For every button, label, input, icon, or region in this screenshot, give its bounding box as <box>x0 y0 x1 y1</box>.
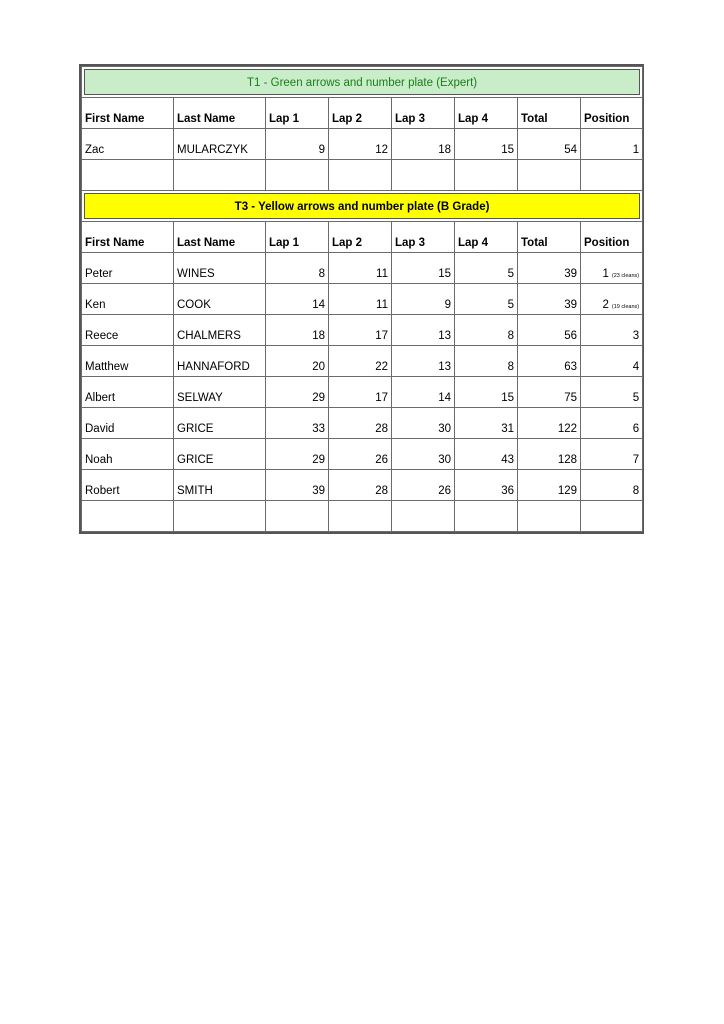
cell-last-name: CHALMERS <box>174 315 266 346</box>
cell-last-name: COOK <box>174 284 266 315</box>
cell-value: 129 <box>557 485 577 497</box>
cell-total <box>518 470 581 501</box>
header-total: Total <box>518 98 581 129</box>
header-last-name: Last Name <box>174 222 266 253</box>
cell-lap-3 <box>392 315 455 346</box>
empty-cell <box>518 501 581 532</box>
cell-total <box>518 284 581 315</box>
cell-value: 2 <box>602 299 609 311</box>
cell-lap-3 <box>392 284 455 315</box>
empty-cell <box>581 501 643 532</box>
cell-lap-2 <box>329 284 392 315</box>
cell-value: 31 <box>501 423 514 435</box>
cell-lap-4 <box>455 346 518 377</box>
cell-value: 6 <box>632 423 640 435</box>
cell-value: 5 <box>507 268 514 280</box>
header-first-name: First Name <box>82 222 174 253</box>
cell-last-name: SMITH <box>174 470 266 501</box>
cell-last-name: GRICE <box>174 408 266 439</box>
cell-lap-1 <box>266 284 329 315</box>
cell-first-name: Matthew <box>82 346 174 377</box>
cell-first-name: Noah <box>82 439 174 470</box>
table-row <box>82 470 643 501</box>
header-position: Position <box>581 98 643 129</box>
header-lap-4: Lap 4 <box>455 222 518 253</box>
cell-lap-1 <box>266 377 329 408</box>
cell-value: 12 <box>375 144 388 156</box>
cell-lap-4 <box>455 408 518 439</box>
cell-value: 29 <box>312 454 325 466</box>
cell-value: 18 <box>312 330 325 342</box>
header-position: Position <box>581 222 643 253</box>
cell-lap-3 <box>392 129 455 160</box>
cell-lap-1 <box>266 470 329 501</box>
table-row <box>82 253 643 284</box>
cell-lap-2 <box>329 377 392 408</box>
cell-lap-4 <box>455 253 518 284</box>
cell-lap-1 <box>266 408 329 439</box>
cell-position <box>581 346 643 377</box>
cell-last-name: HANNAFORD <box>174 346 266 377</box>
cell-value: 8 <box>632 485 640 497</box>
cell-last-name: GRICE <box>174 439 266 470</box>
header-lap-4: Lap 4 <box>455 98 518 129</box>
cell-value: 54 <box>564 144 577 156</box>
cell-value: 1 <box>602 268 609 280</box>
cell-lap-4 <box>455 315 518 346</box>
table-row <box>82 129 643 160</box>
cell-value: 56 <box>564 330 577 342</box>
cell-value: 8 <box>318 268 325 280</box>
empty-cell <box>82 501 174 532</box>
cell-value: 33 <box>312 423 325 435</box>
empty-row <box>82 501 643 532</box>
table-row <box>82 408 643 439</box>
empty-cell <box>266 160 329 191</box>
cell-value: 36 <box>501 485 514 497</box>
cell-value: 15 <box>438 268 451 280</box>
cell-value: 8 <box>507 361 514 373</box>
cell-value: 63 <box>564 361 577 373</box>
cell-lap-2 <box>329 470 392 501</box>
cell-value: 29 <box>312 392 325 404</box>
cell-value: 14 <box>312 299 325 311</box>
cell-last-name: MULARCZYK <box>174 129 266 160</box>
cell-lap-3 <box>392 253 455 284</box>
cell-lap-1 <box>266 253 329 284</box>
cell-value: 14 <box>438 392 451 404</box>
header-lap-3: Lap 3 <box>392 98 455 129</box>
header-lap-3: Lap 3 <box>392 222 455 253</box>
cell-position <box>581 470 643 501</box>
empty-cell <box>329 501 392 532</box>
cell-lap-3 <box>392 346 455 377</box>
section1-title: T1 - Green arrows and number plate (Expert) <box>84 69 640 95</box>
cell-lap-4 <box>455 129 518 160</box>
cell-value: 7 <box>632 454 640 466</box>
empty-row <box>82 160 643 191</box>
cell-total <box>518 253 581 284</box>
cell-value: 5 <box>632 392 640 404</box>
cell-lap-1 <box>266 439 329 470</box>
cell-first-name: Zac <box>82 129 174 160</box>
cell-first-name: Albert <box>82 377 174 408</box>
table-row <box>82 346 643 377</box>
cell-value: 30 <box>438 423 451 435</box>
empty-cell <box>174 501 266 532</box>
cell-last-name: WINES <box>174 253 266 284</box>
cell-value: 13 <box>438 330 451 342</box>
cell-first-name: Peter <box>82 253 174 284</box>
cell-value: 39 <box>564 268 577 280</box>
cell-total <box>518 129 581 160</box>
cell-lap-4 <box>455 439 518 470</box>
cell-value: 43 <box>501 454 514 466</box>
cell-value: 26 <box>438 485 451 497</box>
empty-cell <box>392 501 455 532</box>
cell-position <box>581 439 643 470</box>
cell-total <box>518 346 581 377</box>
section2-banner-row <box>82 191 643 222</box>
cell-total <box>518 377 581 408</box>
cell-first-name: Robert <box>82 470 174 501</box>
cell-lap-4 <box>455 377 518 408</box>
cell-lap-4 <box>455 470 518 501</box>
cell-value: 11 <box>376 299 388 311</box>
cell-total <box>518 408 581 439</box>
cell-value: 18 <box>438 144 451 156</box>
section1-banner-row <box>82 67 643 98</box>
position-note: (19 cleans) <box>611 304 640 310</box>
table-row <box>82 284 643 315</box>
cell-lap-4 <box>455 284 518 315</box>
cell-position <box>581 284 643 315</box>
section2-header-row <box>82 222 643 253</box>
cell-value: 17 <box>375 392 388 404</box>
section1-header-row <box>82 98 643 129</box>
cell-position <box>581 315 643 346</box>
cell-first-name: Ken <box>82 284 174 315</box>
cell-value: 26 <box>375 454 388 466</box>
cell-lap-1 <box>266 346 329 377</box>
table-row <box>82 377 643 408</box>
cell-lap-3 <box>392 408 455 439</box>
cell-lap-2 <box>329 439 392 470</box>
cell-value: 1 <box>632 144 640 156</box>
cell-value: 9 <box>444 299 451 311</box>
empty-cell <box>392 160 455 191</box>
empty-cell <box>329 160 392 191</box>
cell-lap-2 <box>329 346 392 377</box>
cell-last-name: SELWAY <box>174 377 266 408</box>
cell-value: 5 <box>507 299 514 311</box>
cell-value: 122 <box>557 423 577 435</box>
cell-value: 20 <box>312 361 325 373</box>
cell-position <box>581 408 643 439</box>
empty-cell <box>82 160 174 191</box>
table-row <box>82 315 643 346</box>
cell-position <box>581 253 643 284</box>
cell-position <box>581 129 643 160</box>
cell-value: 39 <box>312 485 325 497</box>
header-first-name: First Name <box>82 98 174 129</box>
header-last-name: Last Name <box>174 98 266 129</box>
results-table-body <box>82 67 643 532</box>
cell-value: 11 <box>376 268 388 280</box>
cell-value: 9 <box>318 144 325 156</box>
empty-cell <box>518 160 581 191</box>
empty-cell <box>581 160 643 191</box>
cell-position <box>581 377 643 408</box>
cell-value: 17 <box>375 330 388 342</box>
cell-lap-3 <box>392 377 455 408</box>
results-sheet <box>79 64 644 534</box>
cell-value: 8 <box>507 330 514 342</box>
cell-value: 22 <box>375 361 388 373</box>
cell-lap-2 <box>329 315 392 346</box>
header-lap-2: Lap 2 <box>329 222 392 253</box>
cell-lap-2 <box>329 129 392 160</box>
section2-title: T3 - Yellow arrows and number plate (B Grade) <box>84 193 640 219</box>
cell-total <box>518 315 581 346</box>
cell-value: 13 <box>438 361 451 373</box>
cell-lap-1 <box>266 129 329 160</box>
cell-total <box>518 439 581 470</box>
header-lap-1: Lap 1 <box>266 98 329 129</box>
cell-lap-2 <box>329 408 392 439</box>
position-note: (23 cleans) <box>611 273 640 279</box>
empty-cell <box>266 501 329 532</box>
cell-value: 15 <box>501 144 514 156</box>
cell-value: 30 <box>438 454 451 466</box>
header-total: Total <box>518 222 581 253</box>
cell-value: 128 <box>557 454 577 466</box>
cell-value: 4 <box>632 361 640 373</box>
empty-cell <box>455 501 518 532</box>
cell-lap-2 <box>329 253 392 284</box>
header-lap-1: Lap 1 <box>266 222 329 253</box>
cell-value: 39 <box>564 299 577 311</box>
cell-value: 3 <box>632 330 640 342</box>
cell-lap-1 <box>266 315 329 346</box>
table-row <box>82 439 643 470</box>
cell-lap-3 <box>392 470 455 501</box>
cell-value: 28 <box>375 423 388 435</box>
empty-cell <box>174 160 266 191</box>
cell-value: 15 <box>501 392 514 404</box>
cell-first-name: David <box>82 408 174 439</box>
cell-value: 75 <box>564 392 577 404</box>
cell-first-name: Reece <box>82 315 174 346</box>
header-lap-2: Lap 2 <box>329 98 392 129</box>
results-table <box>81 66 643 532</box>
empty-cell <box>455 160 518 191</box>
cell-lap-3 <box>392 439 455 470</box>
cell-value: 28 <box>375 485 388 497</box>
